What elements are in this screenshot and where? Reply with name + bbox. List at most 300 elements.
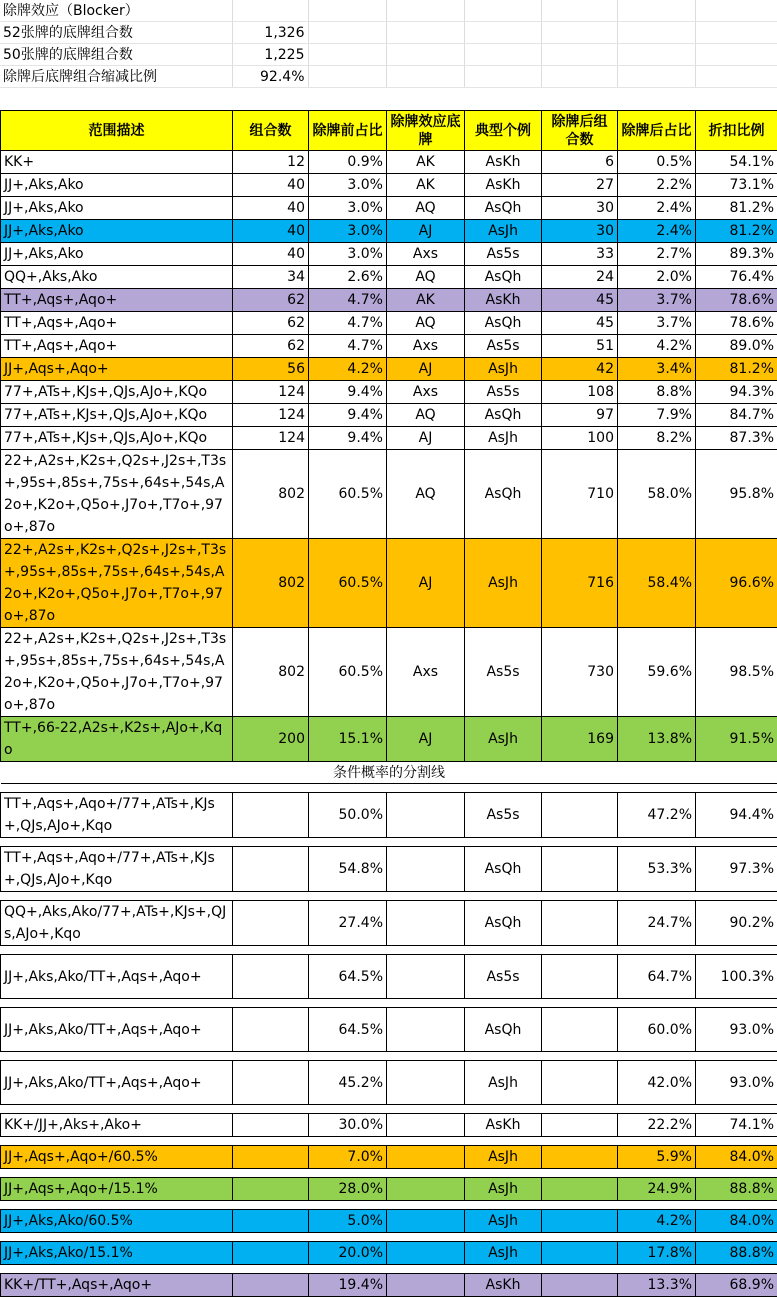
blocker-cell: AJ [387, 717, 465, 762]
example-cell: AsQh [465, 404, 542, 427]
conditional-row [1, 1008, 777, 1052]
empty-cell [464, 0, 541, 22]
post-ratio-cell: 22.2% [618, 1114, 696, 1137]
post-combos-cell: 6 [542, 151, 618, 174]
discount-cell: 81.2% [696, 220, 777, 243]
spacer-cell [1, 1137, 777, 1146]
summary-row [0, 44, 777, 66]
summary-value [232, 0, 308, 22]
combos-cell: 40 [233, 243, 309, 266]
post-combos-cell [542, 955, 618, 999]
post-ratio-cell: 53.3% [618, 847, 696, 892]
summary-row [0, 0, 777, 22]
empty-cell [695, 44, 777, 66]
range-cell: 22+,A2s+,K2s+,Q2s+,J2s+,T3s+,95s+,85s+,75s+,64s+,54s,A2o+,K2o+,Q5o+,J7o+,T7o+,97o+,87o [1, 628, 233, 717]
blocker-cell: AJ [387, 358, 465, 381]
spacer-cell [1, 838, 777, 847]
discount-cell: 84.7% [696, 404, 777, 427]
column-header: 折扣比例 [696, 111, 777, 151]
table-row [1, 404, 777, 427]
conditional-row [1, 1242, 777, 1265]
post-combos-cell: 42 [542, 358, 618, 381]
blocker-cell [387, 1274, 465, 1297]
range-cell: JJ+,Aks,Ako/TT+,Aqs+,Aqo+ [1, 955, 233, 999]
spacer-cell [1, 1052, 777, 1061]
post-combos-cell [542, 1178, 618, 1201]
blocker-cell [387, 955, 465, 999]
discount-cell: 89.0% [696, 335, 777, 358]
empty-cell [308, 0, 386, 22]
example-cell: AsKh [465, 174, 542, 197]
discount-cell: 100.3% [696, 955, 777, 999]
empty-cell [386, 0, 464, 22]
pre-ratio-cell: 2.6% [309, 266, 387, 289]
discount-cell: 93.0% [696, 1061, 777, 1105]
pre-ratio-cell: 9.4% [309, 404, 387, 427]
range-cell: TT+,Aqs+,Aqo+/77+,ATs+,KJs+,QJs,AJo+,Kqo [1, 847, 233, 892]
range-cell: KK+/TT+,Aqs+,Aqo+ [1, 1274, 233, 1297]
column-header: 除牌后组合数 [542, 111, 618, 151]
empty-cell [541, 66, 617, 88]
range-cell: JJ+,Aqs+,Aqo+/60.5% [1, 1146, 233, 1169]
pre-ratio-cell: 20.0% [309, 1242, 387, 1265]
range-cell: 77+,ATs+,KJs+,QJs,AJo+,KQo [1, 381, 233, 404]
post-ratio-cell: 24.7% [618, 901, 696, 946]
post-ratio-cell: 13.8% [618, 717, 696, 762]
discount-cell: 54.1% [696, 151, 777, 174]
post-ratio-cell: 8.8% [618, 381, 696, 404]
table-row [1, 450, 777, 539]
example-cell: AsKh [465, 151, 542, 174]
blocker-cell: AK [387, 174, 465, 197]
pre-ratio-cell: 4.2% [309, 358, 387, 381]
table-row [1, 539, 777, 628]
combos-cell [233, 1210, 309, 1233]
conditional-row [1, 1178, 777, 1201]
empty-cell [617, 66, 695, 88]
post-ratio-cell: 2.4% [618, 197, 696, 220]
table-row [1, 628, 777, 717]
spacer-row [1, 892, 777, 901]
range-cell: TT+,Aqs+,Aqo+ [1, 335, 233, 358]
spacer-row [1, 1169, 777, 1178]
table-row [1, 243, 777, 266]
conditional-row [1, 901, 777, 946]
post-combos-cell [542, 1146, 618, 1169]
conditional-row [1, 793, 777, 838]
post-ratio-cell: 60.0% [618, 1008, 696, 1052]
example-cell: AsJh [465, 1146, 542, 1169]
post-combos-cell [542, 1061, 618, 1105]
discount-cell: 78.6% [696, 289, 777, 312]
blocker-cell [387, 901, 465, 946]
post-ratio-cell: 3.4% [618, 358, 696, 381]
example-cell: AsQh [465, 901, 542, 946]
empty-cell [308, 44, 386, 66]
range-cell: KK+ [1, 151, 233, 174]
pre-ratio-cell: 54.8% [309, 847, 387, 892]
pre-ratio-cell: 9.4% [309, 427, 387, 450]
range-cell: 22+,A2s+,K2s+,Q2s+,J2s+,T3s+,95s+,85s+,75s+,64s+,54s,A2o+,K2o+,Q5o+,J7o+,T7o+,97o+,87o [1, 450, 233, 539]
empty-cell [308, 22, 386, 44]
range-cell: JJ+,Aks,Ako/15.1% [1, 1242, 233, 1265]
header-row [1, 111, 777, 151]
table-row [1, 151, 777, 174]
post-ratio-cell: 4.2% [618, 335, 696, 358]
range-cell: JJ+,Aks,Ako [1, 174, 233, 197]
empty-cell [541, 0, 617, 22]
post-ratio-cell: 8.2% [618, 427, 696, 450]
combos-cell: 200 [233, 717, 309, 762]
post-ratio-cell: 2.4% [618, 220, 696, 243]
post-combos-cell: 27 [542, 174, 618, 197]
combos-cell [233, 847, 309, 892]
discount-cell: 97.3% [696, 847, 777, 892]
separator-row [1, 762, 777, 784]
conditional-row [1, 847, 777, 892]
spacer-cell [1, 1105, 777, 1114]
blocker-cell [387, 1242, 465, 1265]
pre-ratio-cell: 3.0% [309, 197, 387, 220]
post-combos-cell: 100 [542, 427, 618, 450]
example-cell: AsJh [465, 220, 542, 243]
example-cell: As5s [465, 793, 542, 838]
discount-cell: 89.3% [696, 243, 777, 266]
example-cell: As5s [465, 243, 542, 266]
range-cell: JJ+,Aks,Ako/TT+,Aqs+,Aqo+ [1, 1008, 233, 1052]
combos-cell [233, 955, 309, 999]
blocker-cell: Axs [387, 243, 465, 266]
post-combos-cell: 30 [542, 220, 618, 243]
post-ratio-cell: 42.0% [618, 1061, 696, 1105]
blocker-cell [387, 1210, 465, 1233]
discount-cell: 84.0% [696, 1146, 777, 1169]
range-cell: 77+,ATs+,KJs+,QJs,AJo+,KQo [1, 404, 233, 427]
example-cell: As5s [465, 628, 542, 717]
pre-ratio-cell: 4.7% [309, 312, 387, 335]
post-combos-cell: 108 [542, 381, 618, 404]
range-cell: JJ+,Aks,Ako/60.5% [1, 1210, 233, 1233]
post-combos-cell [542, 1008, 618, 1052]
post-ratio-cell: 13.3% [618, 1274, 696, 1297]
combos-cell: 124 [233, 404, 309, 427]
blocker-cell [387, 1146, 465, 1169]
post-combos-cell: 730 [542, 628, 618, 717]
range-cell: JJ+,Aks,Ako [1, 220, 233, 243]
summary-row [0, 66, 777, 88]
example-cell: AsJh [465, 539, 542, 628]
post-ratio-cell: 64.7% [618, 955, 696, 999]
blocker-cell [387, 1178, 465, 1201]
combos-cell: 124 [233, 381, 309, 404]
pre-ratio-cell: 60.5% [309, 450, 387, 539]
post-ratio-cell: 5.9% [618, 1146, 696, 1169]
spacer-row [1, 1105, 777, 1114]
pre-ratio-cell: 30.0% [309, 1114, 387, 1137]
table-row [1, 266, 777, 289]
post-combos-cell [542, 1114, 618, 1137]
spacer-cell [1, 784, 777, 793]
table-row [1, 427, 777, 450]
range-cell: JJ+,Aqs+,Aqo+/15.1% [1, 1178, 233, 1201]
conditional-row [1, 1061, 777, 1105]
post-ratio-cell: 3.7% [618, 312, 696, 335]
discount-cell: 94.3% [696, 381, 777, 404]
post-ratio-cell: 2.2% [618, 174, 696, 197]
discount-cell: 88.8% [696, 1178, 777, 1201]
pre-ratio-cell: 27.4% [309, 901, 387, 946]
pre-ratio-cell: 15.1% [309, 717, 387, 762]
example-cell: AsQh [465, 312, 542, 335]
combos-cell [233, 1008, 309, 1052]
conditional-row [1, 1274, 777, 1297]
post-ratio-cell: 0.5% [618, 151, 696, 174]
post-combos-cell: 716 [542, 539, 618, 628]
combos-cell: 124 [233, 427, 309, 450]
post-combos-cell [542, 1242, 618, 1265]
combos-cell [233, 1242, 309, 1265]
post-ratio-cell: 58.0% [618, 450, 696, 539]
example-cell: As5s [465, 955, 542, 999]
blocker-cell: AK [387, 289, 465, 312]
summary-value: 1,326 [232, 22, 308, 44]
spacer-cell [1, 1265, 777, 1274]
range-cell: TT+,Aqs+,Aqo+ [1, 312, 233, 335]
blocker-cell [387, 1061, 465, 1105]
example-cell: As5s [465, 335, 542, 358]
range-cell: QQ+,Aks,Ako/77+,ATs+,KJs+,QJs,AJo+,Kqo [1, 901, 233, 946]
example-cell: AsJh [465, 1210, 542, 1233]
combos-cell [233, 1114, 309, 1137]
example-cell: AsJh [465, 1061, 542, 1105]
discount-cell: 90.2% [696, 901, 777, 946]
summary-value: 92.4% [232, 66, 308, 88]
post-ratio-cell: 2.7% [618, 243, 696, 266]
example-cell: AsQh [465, 266, 542, 289]
pre-ratio-cell: 4.7% [309, 335, 387, 358]
empty-cell [386, 44, 464, 66]
table-row [1, 197, 777, 220]
example-cell: As5s [465, 381, 542, 404]
combos-cell [233, 1274, 309, 1297]
discount-cell: 93.0% [696, 1008, 777, 1052]
blocker-cell: Axs [387, 335, 465, 358]
post-combos-cell: 33 [542, 243, 618, 266]
pre-ratio-cell: 4.7% [309, 289, 387, 312]
example-cell: AsKh [465, 1114, 542, 1137]
discount-cell: 95.8% [696, 450, 777, 539]
post-combos-cell [542, 901, 618, 946]
discount-cell: 94.4% [696, 793, 777, 838]
empty-cell [386, 66, 464, 88]
post-ratio-cell: 2.0% [618, 266, 696, 289]
combos-cell: 56 [233, 358, 309, 381]
conditional-row [1, 955, 777, 999]
range-cell: JJ+,Aqs+,Aqo+ [1, 358, 233, 381]
range-cell: JJ+,Aks,Ako [1, 197, 233, 220]
discount-cell: 78.6% [696, 312, 777, 335]
example-cell: AsJh [465, 427, 542, 450]
post-ratio-cell: 47.2% [618, 793, 696, 838]
empty-cell [541, 22, 617, 44]
empty-cell [695, 0, 777, 22]
combos-cell: 62 [233, 335, 309, 358]
pre-ratio-cell: 0.9% [309, 151, 387, 174]
combos-cell: 62 [233, 312, 309, 335]
summary-label: 50张牌的底牌组合数 [0, 44, 232, 66]
discount-cell: 74.1% [696, 1114, 777, 1137]
combos-cell: 62 [233, 289, 309, 312]
pre-ratio-cell: 3.0% [309, 220, 387, 243]
pre-ratio-cell: 3.0% [309, 243, 387, 266]
range-cell: QQ+,Aks,Ako [1, 266, 233, 289]
spacer-cell [1, 1169, 777, 1178]
empty-cell [541, 44, 617, 66]
spacer-row [1, 1137, 777, 1146]
spacer-row [1, 784, 777, 793]
post-combos-cell [542, 847, 618, 892]
discount-cell: 81.2% [696, 197, 777, 220]
post-combos-cell: 24 [542, 266, 618, 289]
example-cell: AsJh [465, 1178, 542, 1201]
range-cell: JJ+,Aks,Ako [1, 243, 233, 266]
example-cell: AsJh [465, 1242, 542, 1265]
post-ratio-cell: 59.6% [618, 628, 696, 717]
post-combos-cell: 169 [542, 717, 618, 762]
discount-cell: 91.5% [696, 717, 777, 762]
pre-ratio-cell: 60.5% [309, 628, 387, 717]
range-cell: 22+,A2s+,K2s+,Q2s+,J2s+,T3s+,95s+,85s+,75s+,64s+,54s,A2o+,K2o+,Q5o+,J7o+,T7o+,97o+,87o [1, 539, 233, 628]
empty-cell [464, 44, 541, 66]
column-header: 除牌效应底牌 [387, 111, 465, 151]
combos-cell [233, 1178, 309, 1201]
pre-ratio-cell: 19.4% [309, 1274, 387, 1297]
combos-cell: 40 [233, 197, 309, 220]
range-cell: TT+,Aqs+,Aqo+ [1, 289, 233, 312]
table-row [1, 174, 777, 197]
post-combos-cell: 97 [542, 404, 618, 427]
spacer-cell [1, 999, 777, 1008]
pre-ratio-cell: 9.4% [309, 381, 387, 404]
pre-ratio-cell: 50.0% [309, 793, 387, 838]
combos-cell: 34 [233, 266, 309, 289]
spacer-row [1, 1233, 777, 1242]
range-cell: TT+,Aqs+,Aqo+/77+,ATs+,KJs+,QJs,AJo+,Kqo [1, 793, 233, 838]
blocker-cell: AQ [387, 197, 465, 220]
blocker-cell: AQ [387, 450, 465, 539]
combos-cell: 40 [233, 174, 309, 197]
column-header: 典型个例 [465, 111, 542, 151]
table-row [1, 289, 777, 312]
example-cell: AsJh [465, 717, 542, 762]
table-row [1, 717, 777, 762]
range-cell: 77+,ATs+,KJs+,QJs,AJo+,KQo [1, 427, 233, 450]
blocker-cell [387, 1008, 465, 1052]
empty-cell [464, 66, 541, 88]
empty-cell [617, 22, 695, 44]
spacer-row [1, 1265, 777, 1274]
table-row [1, 381, 777, 404]
combos-cell: 802 [233, 628, 309, 717]
discount-cell: 68.9% [696, 1274, 777, 1297]
example-cell: AsQh [465, 197, 542, 220]
combos-cell: 12 [233, 151, 309, 174]
post-combos-cell [542, 1274, 618, 1297]
spacer-row [1, 1201, 777, 1210]
post-ratio-cell: 3.7% [618, 289, 696, 312]
range-cell: JJ+,Aks,Ako/TT+,Aqs+,Aqo+ [1, 1061, 233, 1105]
discount-cell: 87.3% [696, 427, 777, 450]
combos-cell: 802 [233, 539, 309, 628]
post-ratio-cell: 24.9% [618, 1178, 696, 1201]
spacer-cell [1, 1233, 777, 1242]
post-combos-cell: 45 [542, 312, 618, 335]
blocker-cell: AQ [387, 266, 465, 289]
blocker-cell: Axs [387, 628, 465, 717]
empty-cell [695, 66, 777, 88]
post-ratio-cell: 4.2% [618, 1210, 696, 1233]
empty-cell [617, 0, 695, 22]
combos-cell [233, 1146, 309, 1169]
example-cell: AsQh [465, 1008, 542, 1052]
spacer-cell [1, 946, 777, 955]
post-combos-cell: 30 [542, 197, 618, 220]
pre-ratio-cell: 5.0% [309, 1210, 387, 1233]
blocker-cell: AQ [387, 312, 465, 335]
pre-ratio-cell: 28.0% [309, 1178, 387, 1201]
example-cell: AsQh [465, 847, 542, 892]
spacer-row [1, 1052, 777, 1061]
combos-cell [233, 793, 309, 838]
summary-value: 1,225 [232, 44, 308, 66]
pre-ratio-cell: 45.2% [309, 1061, 387, 1105]
range-cell: KK+/JJ+,Aks+,Ako+ [1, 1114, 233, 1137]
example-cell: AsKh [465, 1274, 542, 1297]
spacer-row [1, 838, 777, 847]
pre-ratio-cell: 7.0% [309, 1146, 387, 1169]
blocker-cell: AK [387, 151, 465, 174]
conditional-row [1, 1146, 777, 1169]
spacer-row [1, 999, 777, 1008]
table-row [1, 220, 777, 243]
combos-cell [233, 901, 309, 946]
table-row [1, 312, 777, 335]
summary-label: 除牌后底牌组合缩减比例 [0, 66, 232, 88]
post-ratio-cell: 17.8% [618, 1242, 696, 1265]
conditional-row [1, 1210, 777, 1233]
blocker-cell: AJ [387, 427, 465, 450]
column-header: 组合数 [233, 111, 309, 151]
discount-cell: 96.6% [696, 539, 777, 628]
example-cell: AsJh [465, 358, 542, 381]
pre-ratio-cell: 60.5% [309, 539, 387, 628]
post-combos-cell: 45 [542, 289, 618, 312]
separator-label: 条件概率的分割线 [1, 762, 777, 784]
table-row [1, 335, 777, 358]
column-header: 除牌前占比 [309, 111, 387, 151]
spacer-row [1, 946, 777, 955]
discount-cell: 98.5% [696, 628, 777, 717]
post-ratio-cell: 58.4% [618, 539, 696, 628]
post-ratio-cell: 7.9% [618, 404, 696, 427]
column-header: 除牌后占比 [618, 111, 696, 151]
empty-cell [308, 66, 386, 88]
discount-cell: 88.8% [696, 1242, 777, 1265]
spacer-cell [1, 1201, 777, 1210]
discount-cell: 81.2% [696, 358, 777, 381]
column-header: 范围描述 [1, 111, 233, 151]
summary-row [0, 22, 777, 44]
